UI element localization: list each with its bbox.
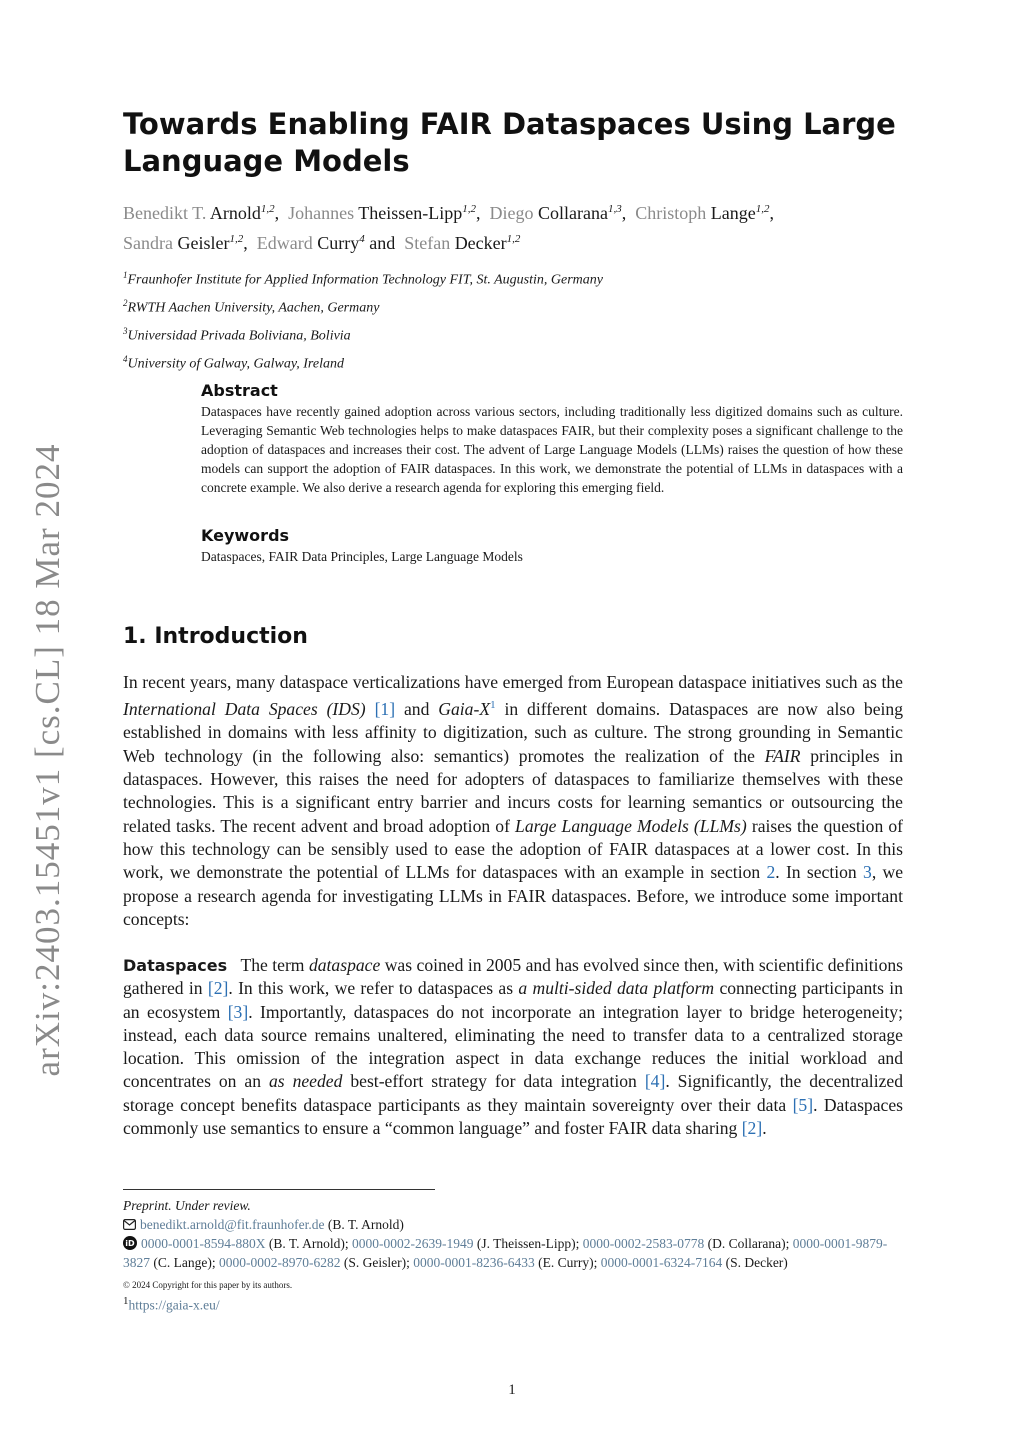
author: Johannes Theissen-Lipp$^{1,2}$ [288,203,477,223]
affiliation: $^4$University of Galway, Galway, Ireland [123,354,344,373]
svg-text:iD: iD [125,1239,135,1248]
footnote-rule [123,1189,435,1190]
abstract [201,381,903,497]
author: Diego Collarana$^{1,3}$ [489,203,622,223]
preprint-note: Preprint. Under review. [123,1198,251,1213]
citation-link[interactable]: [3] [227,1001,249,1022]
affiliation: $^1$Fraunhofer Institute for Applied Information Technology FIT, St. Augustin, Germany [123,270,603,288]
page-number: 1 [508,1382,516,1398]
citation-link[interactable]: [1] [374,699,396,720]
author: Sandra Geisler$^{1,2}$ [123,233,244,253]
footnote: $^1$https://gaia-x.eu/ [123,1295,220,1313]
orcid-link[interactable]: 0000-0002-2639-1949 [352,1236,474,1251]
arxiv-sidebar [20,443,76,1077]
orcid-link[interactable]: 0000-0001-8236-6433 [413,1255,535,1270]
abstract-text: Dataspaces have recently gained adoption across various sectors, including traditionally less digitized domains such as culture. Leveraging Semantic Web technologies helps to make dataspaces FAIR, but their complexity poses a significant challenge to the adoption of dataspaces and increases their cost. The advent of Large Language Models (LLMs) raises the question of how these models can support the adoption of FAIR dataspaces. In this work, we demonstrate the potential of LLMs in dataspaces with a concrete example. We also derive a research agenda for exploring this emerging field. [201,404,903,495]
orcid-line: iD 0000-0001-8594-880X (B. T. Arnold); 0000-0002-2639-1949 (J. Theissen-Lipp); 0000-0002-2583-0778 (D. Collarana); 0000-0001-9879-3827 (C. Lange); 0000-0002-8970-6282 (S. Geisler); 0000-0001-8236-6433 (E. Curry); 0000-0001-6324-7164 (S. Decker) [123,1236,888,1270]
keywords [201,526,903,566]
author-list: Benedikt T. Arnold$^{1,2}$, Johannes Theissen-Lipp$^{1,2}$, Diego Collarana$^{1,3}$, Christoph Lange$^{1,2}$, Sandra Geisler$^{1,2}$, Edward Curry$^4$ and Stefan Decker$^{1,2}$ [123,203,774,253]
email-line: benedikt.arnold@fit.fraunhofer.de (B. T. Arnold) [123,1215,903,1234]
envelope-icon [123,1219,136,1230]
footnote-url[interactable]: https://gaia-x.eu/ [128,1297,220,1313]
citation-link[interactable]: [2] [207,978,229,999]
section-heading: 1. Introduction [123,624,308,649]
citation-link[interactable]: [4] [644,1071,666,1092]
author: Christoph Lange$^{1,2}$ [635,203,770,223]
copyright-note: © 2024 Copyright for this paper by its authors. [123,1280,293,1290]
orcid-icon [123,1236,137,1250]
orcid-link[interactable]: 0000-0002-2583-0778 [582,1236,705,1251]
affiliations [123,264,923,377]
orcid-link[interactable]: 0000-0001-6324-7164 [600,1255,723,1270]
citation-link[interactable]: [5] [792,1094,814,1115]
run-in-heading: Dataspaces [123,956,228,975]
intro-paragraph: In recent years, many dataspace verticalizations have emerged from European dataspace initiatives such as the International Data Spaces (IDS) [1] and Gaia-$X^1$ in different domains. Dataspaces are now also being established in domains with less affinity to digitization, such as culture. The strong grounding in Semantic Web technology (in the following also: semantics) promotes the realization of the FAIR principles in dataspaces. However, this raises the need for adopters of dataspaces to familiarize themselves with these technologies. This is a significant entry barrier and incurs costs for learning semantics or outsourcing the related tasks. The recent advent and broad adoption of Large Language Models (LLMs) raises the question of how this technology can be sensibly used to ease the adoption of FAIR dataspaces at a lower cost. In this work, we demonstrate the potential of LLMs for dataspaces with an example in section 2. In section 3, we propose a research agenda for investigating LLMs in FAIR dataspaces. Before, we introduce some important concepts: [123,672,904,929]
section-link[interactable]: 2 [766,862,776,883]
paper-title: Towards Enabling FAIR Dataspaces Using Large Language Models [123,107,896,178]
author: Benedikt T. Arnold$^{1,2}$ [123,203,275,223]
orcid-link[interactable]: 0000-0001-9879-3827 [123,1236,888,1270]
citation-link[interactable]: [2] [741,1118,763,1139]
abstract-heading: Abstract [201,381,278,400]
orcid-link[interactable]: 0000-0001-8594-880X [141,1236,266,1251]
email-link[interactable]: benedikt.arnold@fit.fraunhofer.de [140,1217,325,1232]
keywords-text: Dataspaces, FAIR Data Principles, Large Language Models [201,549,523,564]
footnotes [123,1196,903,1315]
arxiv-id: arXiv:2403.15451v1 [cs.CL] 18 Mar 2024 [28,443,67,1077]
footnote-link[interactable]: 1 [490,699,496,712]
section-link[interactable]: 3 [863,862,872,883]
dataspaces-paragraph: Dataspaces The term dataspace was coined in 2005 and has evolved since then, with scientific definitions gathered in [2]. In this work, we refer to dataspaces as a multi-sided data platform connecting participants in an ecosystem [3]. Importantly, dataspaces do not incorporate an integration layer to bridge heterogeneity; instead, each data source remains unaltered, eliminating the need to transfer data to a centralized storage location. This omission of the integration aspect in data exchange reduces the initial workload and concentrates on an as needed best-effort strategy for data integration [4]. Significantly, the decentralized storage concept benefits dataspace participants as they maintain sovereignty over their data [5]. Dataspaces commonly use semantics to ensure a “common language” and foster FAIR data sharing [2]. [123,955,904,1139]
affiliation: $^2$RWTH Aachen University, Aachen, Germany [123,298,380,316]
keywords-heading: Keywords [201,526,290,545]
orcid-link[interactable]: 0000-0002-8970-6282 [218,1255,341,1270]
author: Stefan Decker$^{1,2}$ [404,233,521,253]
author: Edward Curry$^4$ [256,233,365,253]
affiliation: $^3$Universidad Privada Boliviana, Bolivia [123,326,351,344]
